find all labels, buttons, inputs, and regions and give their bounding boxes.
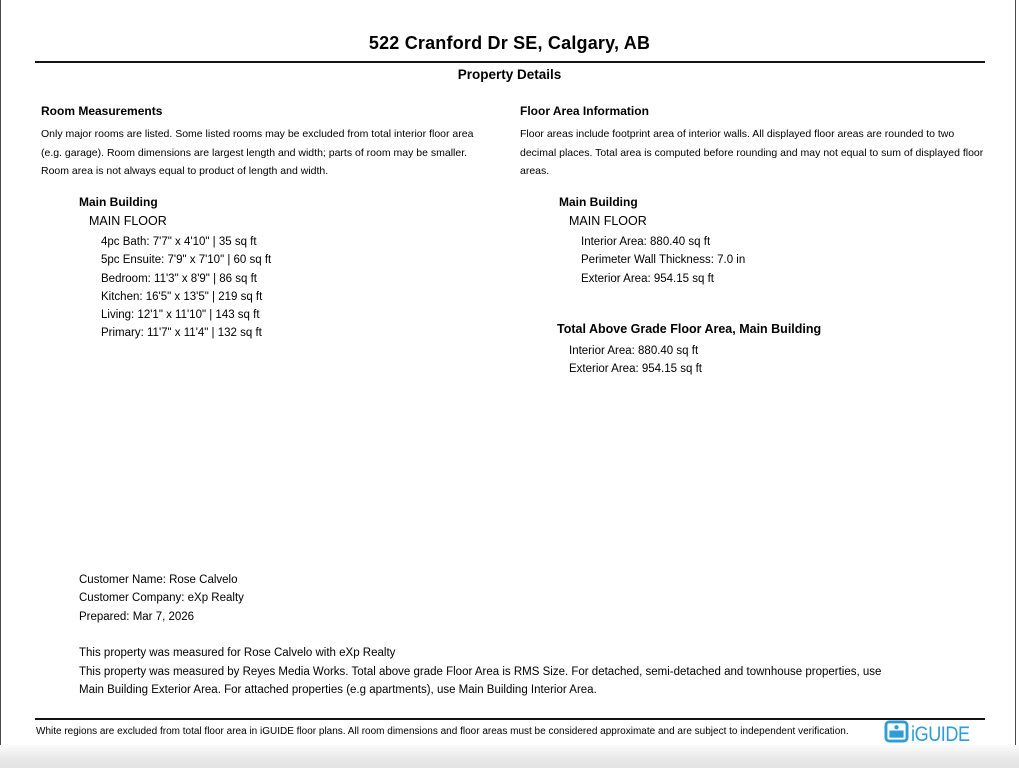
room-item: Kitchen: 16'5" x 13'5" | 219 sq ft (101, 290, 263, 303)
building-name: Main Building (559, 195, 638, 209)
floor-area-section (520, 104, 988, 181)
title-divider (35, 61, 985, 63)
page-left-edge (0, 0, 1, 768)
iguide-camera-icon (884, 720, 909, 748)
room-item: 5pc Ensuite: 7'9" x 7'10" | 60 sq ft (101, 254, 272, 267)
iguide-logo (884, 720, 979, 748)
footer-disclaimer: White regions are excluded from total floor area in iGUIDE floor plans. All room dimensions and floor areas must be considered approximate and are subject to independent verification. (36, 726, 849, 737)
floor-stat: Perimeter Wall Thickness: 7.0 in (581, 254, 746, 267)
room-item: 4pc Bath: 7'7" x 4'10" | 35 sq ft (101, 236, 257, 248)
page-title: 522 Cranford Dr SE, Calgary, AB (368, 33, 651, 53)
customer-company-line: Customer Company: eXp Realty (79, 592, 244, 605)
room-measurements-section (41, 104, 493, 181)
total-floor-area-heading: Total Above Grade Floor Area, Main Building (557, 322, 822, 336)
measurement-notes-block (79, 644, 897, 700)
iguide-logo-text: iGUIDE (911, 722, 970, 746)
measured-by-paragraph: This property was measured by Reyes Media Works. Total above grade Floor Area is RMS Size. For detached, semi-detached and townhouse properties, use Main Building Exterior Area. For attached properties (e.g apartments), use Main Building Interior Area. (79, 665, 882, 697)
page-right-edge (1015, 0, 1016, 768)
total-floor-area-block (557, 322, 821, 379)
room-item: Primary: 11'7" x 11'4" | 132 sq ft (101, 327, 262, 340)
page-subtitle: Property Details (457, 67, 562, 82)
floor-area-heading: Floor Area Information (520, 104, 649, 118)
customer-name-line: Customer Name: Rose Calvelo (79, 574, 238, 586)
page-bottom-shadow (0, 745, 1019, 768)
building-name: Main Building (79, 195, 158, 209)
floor-stat: Exterior Area: 954.15 sq ft (581, 272, 714, 285)
room-item: Bedroom: 11'3" x 8'9" | 86 sq ft (101, 272, 257, 285)
room-item: Living: 12'1" x 11'10" | 143 sq ft (101, 309, 260, 322)
measured-for-line: This property was measured for Rose Calvelo with eXp Realty (79, 647, 396, 659)
floor-area-description: Floor areas include footprint area of interior walls. All displayed floor areas are rounded to two decimal places. Total area is computed before rounding and may not equal to sum of displayed floor areas. (520, 128, 984, 178)
floor-name: MAIN FLOOR (89, 214, 167, 228)
floor-area-building (559, 195, 745, 288)
floor-stats-list (581, 233, 745, 288)
customer-info-block (79, 571, 244, 626)
footer-divider (35, 718, 985, 720)
total-floor-area-stats (569, 342, 821, 379)
total-stat: Interior Area: 880.40 sq ft (569, 345, 699, 357)
floor-stat: Interior Area: 880.40 sq ft (581, 236, 711, 248)
room-list (101, 233, 271, 343)
room-measurements-description: Only major rooms are listed. Some listed rooms may be excluded from total interior floor area (e.g. garage). Room dimensions are largest length and width; parts of room may be smaller. Room area is not always equal to product of length and width. (41, 128, 474, 178)
total-stat: Exterior Area: 954.15 sq ft (569, 363, 702, 376)
room-measurements-heading: Room Measurements (41, 104, 163, 118)
room-measurements-building (79, 195, 271, 343)
prepared-date-line: Prepared: Mar 7, 2026 (79, 610, 195, 623)
floor-name: MAIN FLOOR (569, 214, 647, 228)
